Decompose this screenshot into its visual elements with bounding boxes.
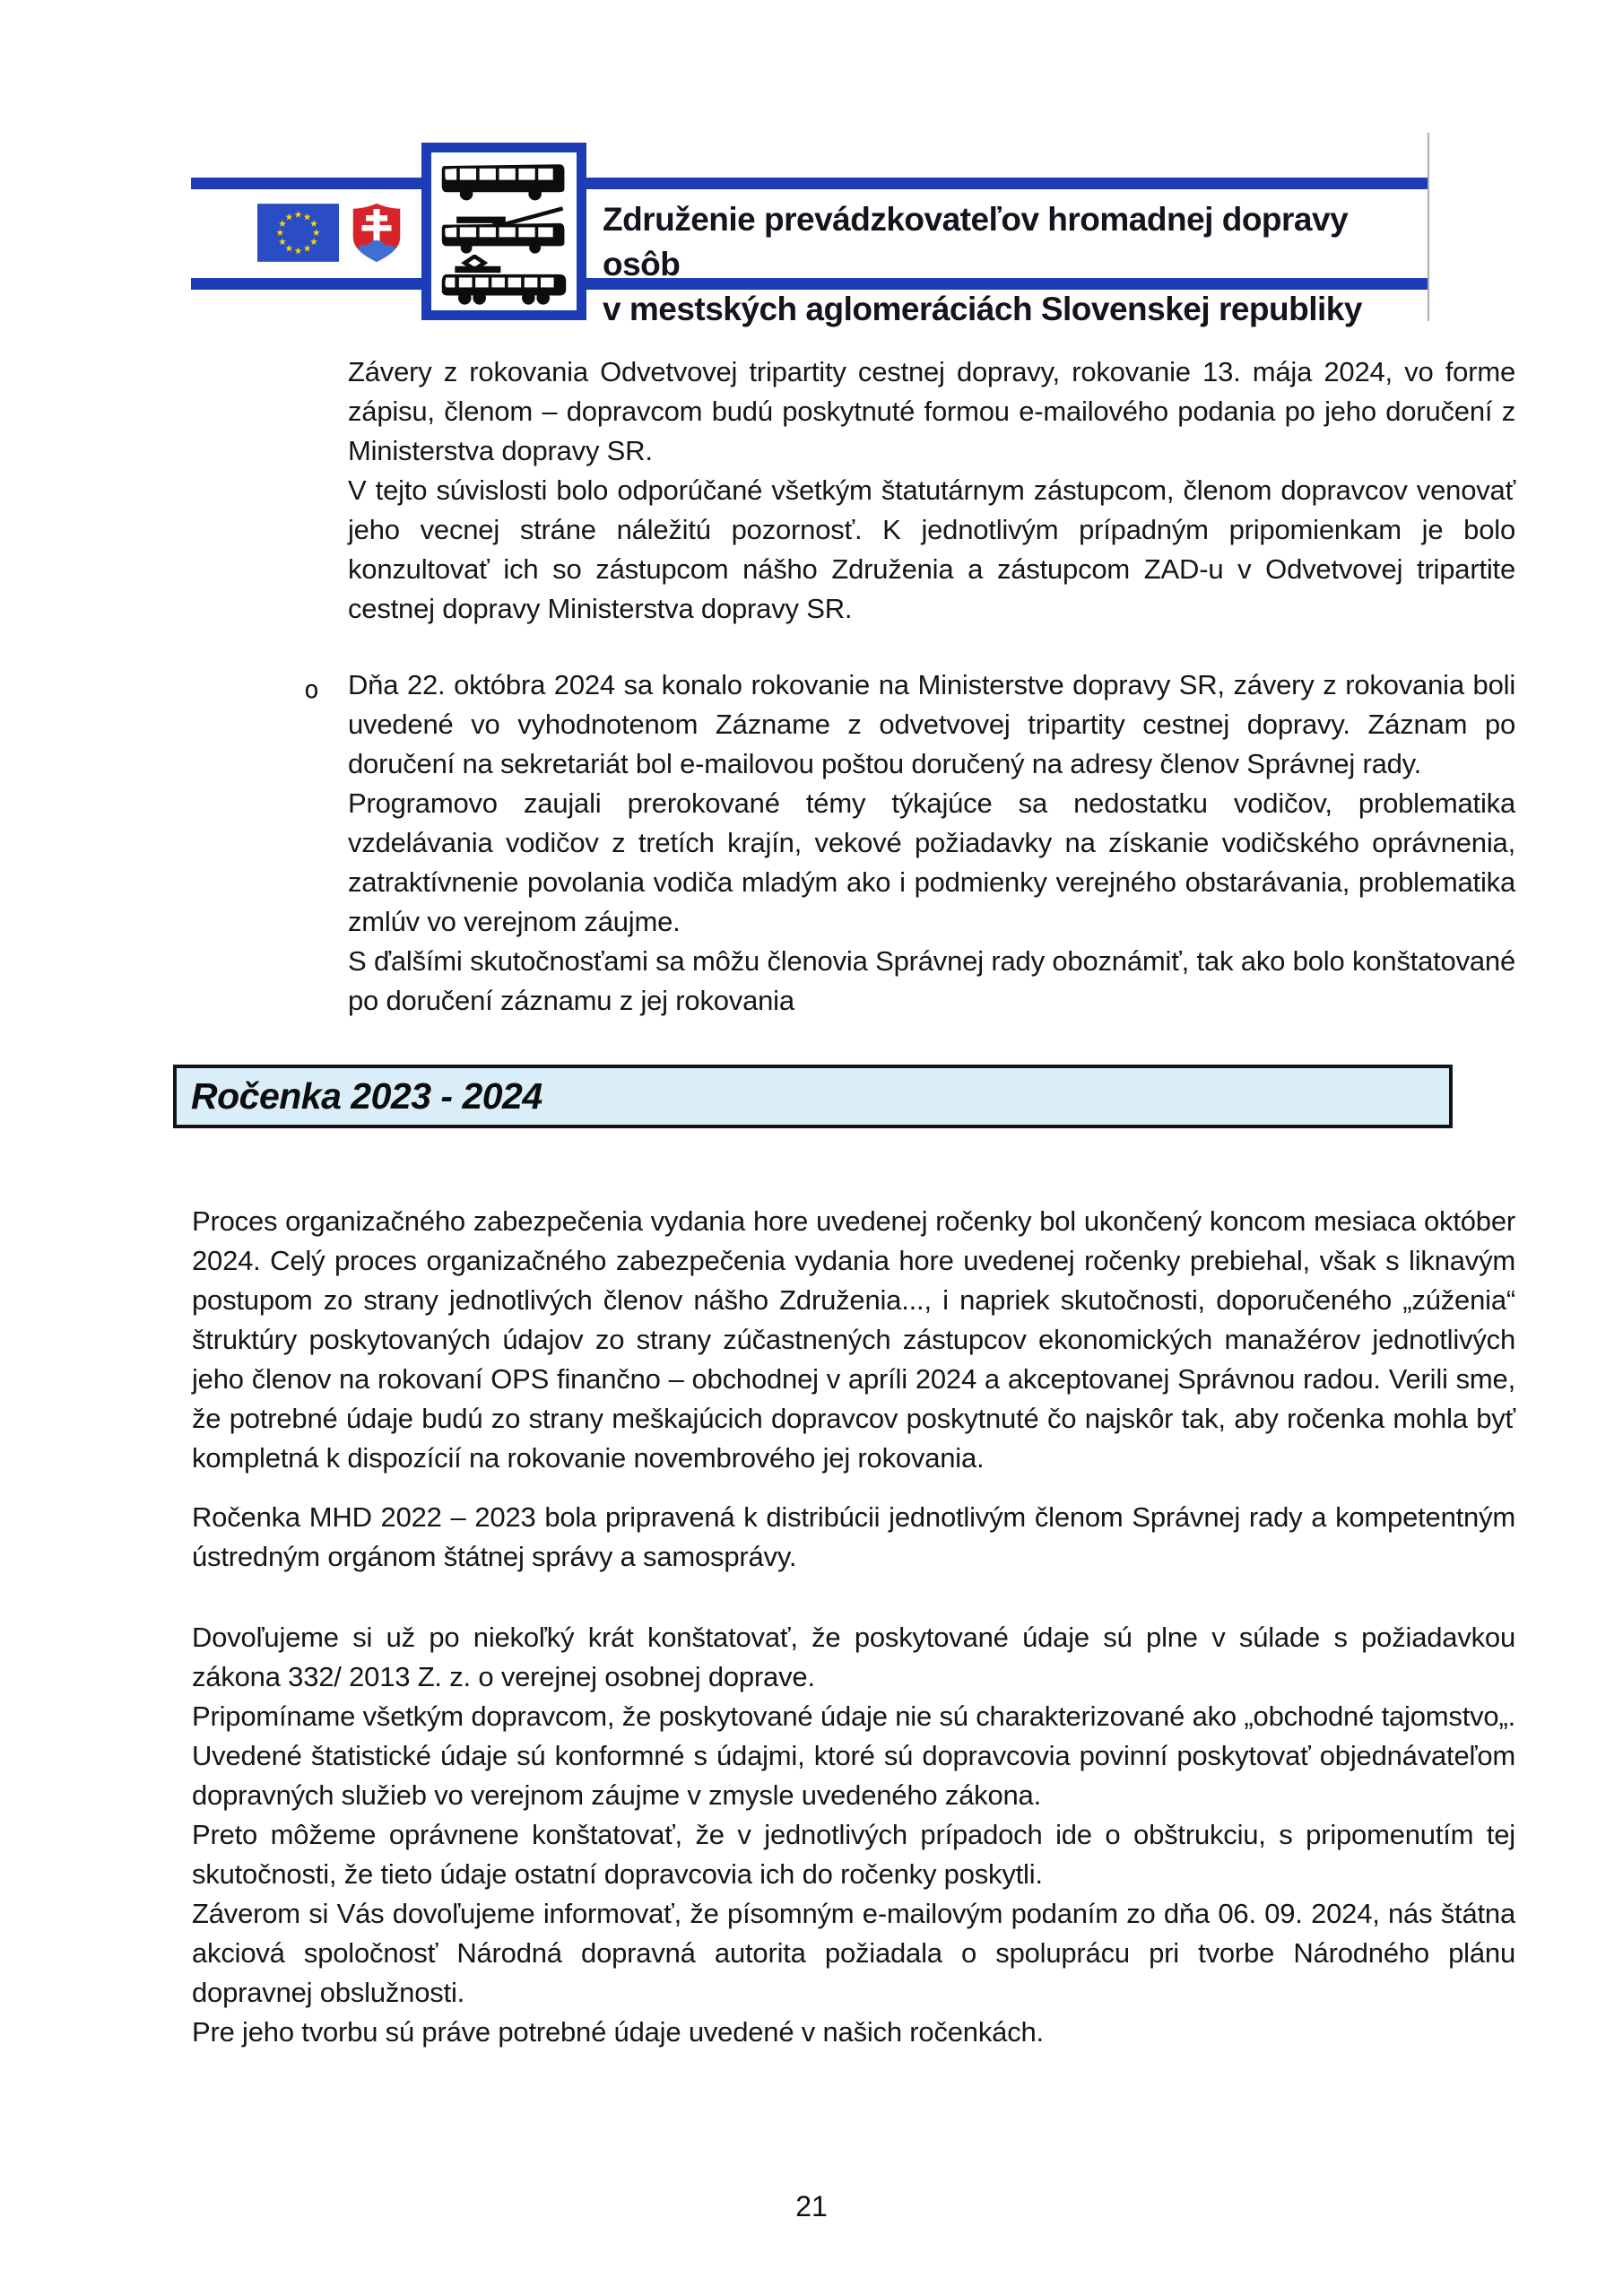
paragraph: Programovo zaujali prerokované témy týkajúce sa nedostatku vodičov, problematika vzdelávania vodičov z tretích krajín, vekové požiadavky na získanie vodičského oprávnenia, zatraktívnenie povolania vodiča mladým ako i podmienky verejného obstarávania, problematika zmlúv vo verejnom záujme. — [348, 787, 1515, 937]
paragraph: Pripomíname všetkým dopravcom, že poskytované údaje nie sú charakterizované ako „obchodné tajomstvo„. Uvedené štatistické údaje sú konformné s údajmi, ktoré sú dopravcovia povinní poskytovať objednávateľom dopravných služieb vo verejnom záujme v zmysle uvedeného zákona. — [192, 1700, 1515, 1811]
page-number: 21 — [795, 2190, 828, 2222]
paragraph: Proces organizačného zabezpečenia vydania hore uvedenej ročenky bol ukončený koncom mesiaca október 2024. Celý proces organizačného zabezpečenia vydania hore uvedenej ročenky prebiehal, však s liknavým postupom zo strany jednotlivých členov nášho Združenia..., i napriek skutočnosti, doporučeného „zúženia“ štruktúry poskytovaných údajov zo strany zúčastnených zástupcov ekonomických manažérov jednotlivých jeho členov na rokovaní OPS finančno – obchodnej v apríli 2024 a akceptovanej Správnou radou. Verili sme, že potrebné údaje budú zo strany meškajúcich dopravcov poskytnuté čo najskôr tak, aby ročenka mohla byť kompletná k dispozícií na rokovanie novembrového jej rokovania. — [192, 1205, 1515, 1474]
paragraph: Pre jeho tvorbu sú práve potrebné údaje uvedené v našich ročenkách. — [192, 2016, 1044, 2048]
organization-name-line1: Združenie prevádzkovateľov hromadnej dopravy osôb — [603, 201, 1349, 283]
paragraph: Závery z rokovania Odvetvovej tripartity cestnej dopravy, rokovanie 13. mája 2024, vo forme zápisu, členom – dopravcom budú poskytnuté formou e-mailového podania po jeho doručení z Ministerstva dopravy SR. — [348, 356, 1515, 466]
paragraph: Záverom si Vás dovoľujeme informovať, že písomným e-mailovým podaním zo dňa 06. 09. 2024, nás štátna akciová spoločnosť Národná dopravná autorita požiadala o spoluprácu pri tvorbe Národného plánu dopravnej obslužnosti. — [192, 1898, 1515, 2008]
list-bullet-marker: o — [304, 674, 319, 704]
body-paragraphs — [192, 1202, 1515, 2052]
organization-name-line2: v mestských aglomeráciách Slovenskej republiky — [603, 291, 1362, 327]
header-right-divider — [1428, 133, 1429, 321]
bullet-item — [348, 665, 1515, 1021]
header-band-top — [191, 178, 1428, 189]
slovak-coat-icon — [351, 202, 403, 264]
organization-name — [603, 197, 1428, 332]
eu-flag-icon — [257, 204, 339, 262]
paragraph: Ročenka MHD 2022 – 2023 bola pripravená k distribúcii jednotlivým členom Správnej rady a kompetentným ústredným orgánom štátnej správy a samosprávy. — [192, 1501, 1515, 1572]
intro-paragraphs — [348, 352, 1515, 629]
paragraph: V tejto súvislosti bolo odporúčané všetkým štatutárnym zástupcom, členom dopravcov venovať jeho vecnej stráne náležitú pozornosť. K jednotlivým prípadným pripomienkam je bolo konzultovať ich so zástupcom nášho Združenia a zástupcom ZAD-u v Odvetvovej tripartite cestnej dopravy Ministerstva dopravy SR. — [348, 474, 1515, 624]
transit-logo-icon — [421, 143, 586, 320]
paragraph: Dňa 22. októbra 2024 sa konalo rokovanie na Ministerstve dopravy SR, závery z rokovania boli uvedené vo vyhodnotenom Zázname z odvetvovej tripartity cestnej dopravy. Záznam po doručení na sekretariát bol e-mailovou poštou doručený na adresy členov Správnej rady. — [348, 669, 1515, 779]
tram-icon — [438, 255, 569, 305]
trolleybus-icon — [438, 204, 569, 254]
paragraph: S ďalšími skutočnosťami sa môžu členovia Správnej rady oboznámiť, tak ako bolo konštatované po doručení záznamu z jej rokovania — [348, 945, 1515, 1016]
bus-icon — [438, 158, 569, 204]
paragraph: Preto môžeme oprávnene konštatovať, že v jednotlivých prípadoch ide o obštrukciu, s pripomenutím tej skutočnosti, že tieto údaje ostatní dopravcovia ich do ročenky poskytli. — [192, 1819, 1515, 1890]
paragraph: Dovoľujeme si už po niekoľký krát konštatovať, že poskytované údaje sú plne v súlade s požiadavkou zákona 332/ 2013 Z. z. o verejnej osobnej doprave. — [192, 1622, 1515, 1692]
section-title: Ročenka 2023 - 2024 — [191, 1075, 542, 1117]
section-heading-box — [173, 1065, 1453, 1128]
